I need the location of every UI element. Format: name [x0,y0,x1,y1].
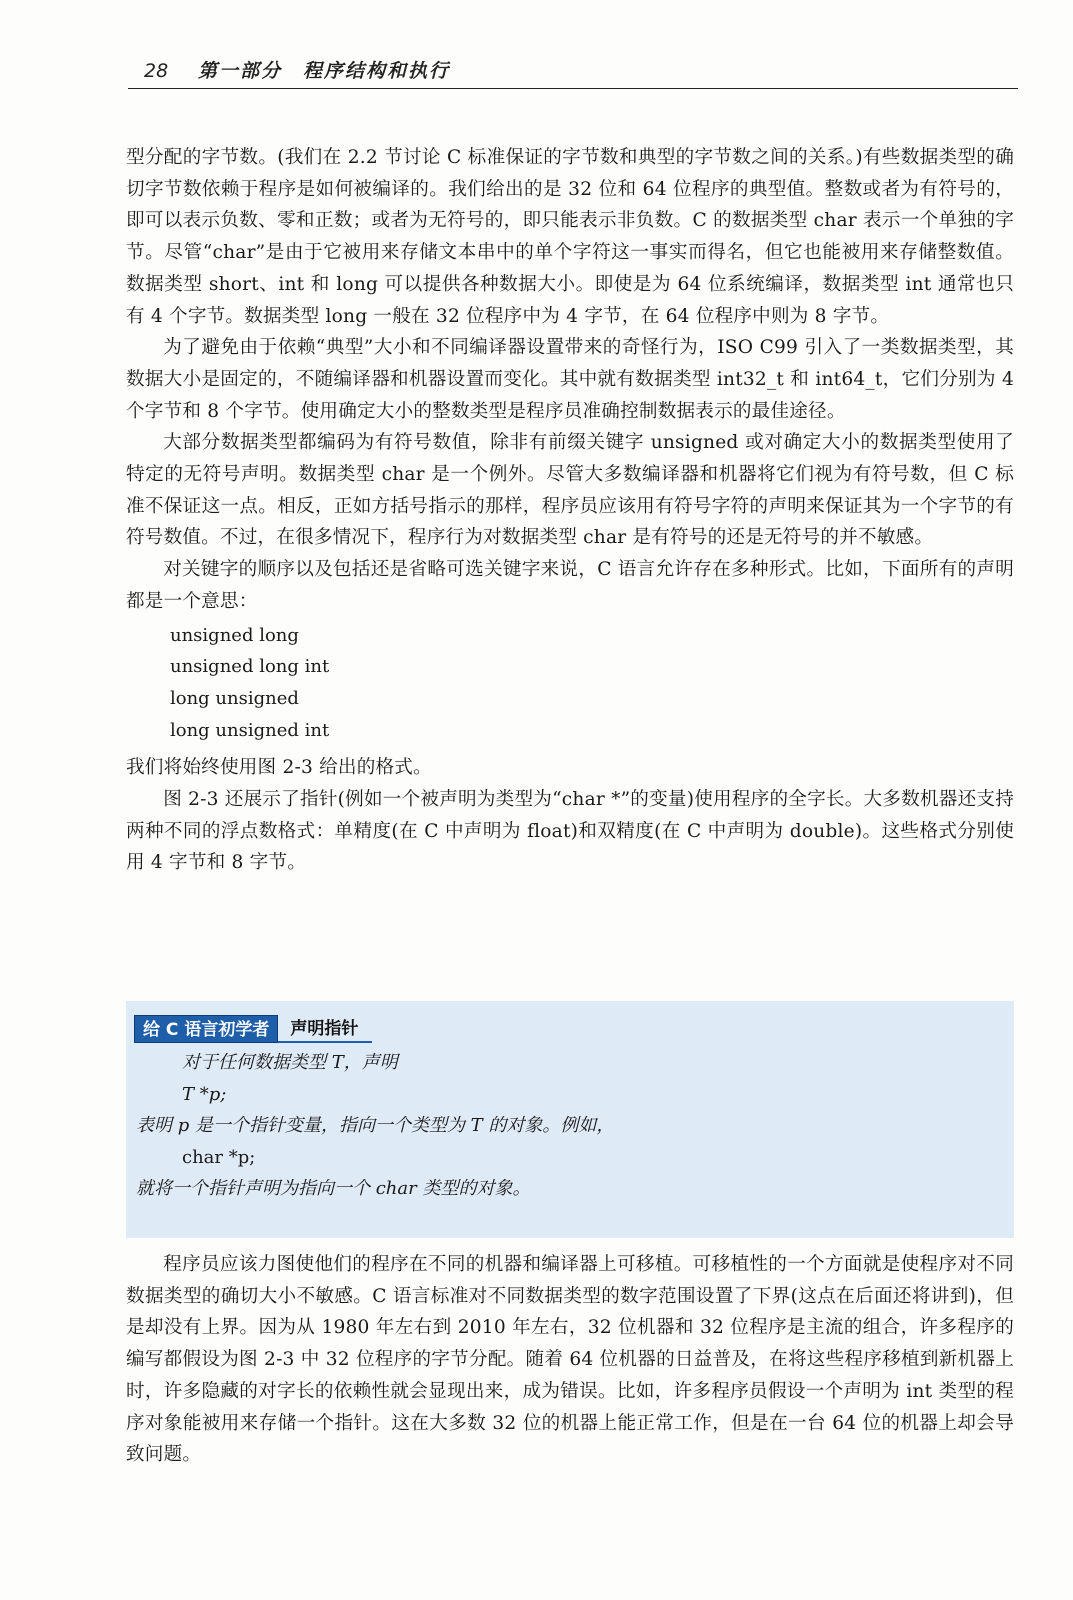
code-line: long unsigned [170,687,299,709]
running-header [128,56,1018,89]
page-number: 28 [144,60,169,82]
code-line: unsigned long [170,624,299,646]
sidebar-box-content [136,1047,996,1205]
sidebar-box [126,1001,1014,1238]
box-line: 表明 p 是一个指针变量，指向一个类型为 T 的对象。例如， [136,1115,615,1136]
paragraph: 大部分数据类型都编码为有符号数值，除非有前缀关键字 unsigned 或对确定大小的数据类型使用了特定的无符号声明。数据类型 char 是一个例外。尽管大多数编译器和机器将它们视为有符号数，但 C 标准不保证这一点。相反，正如方括号指示的那样，程序员应该用有符号字符的声明来保证其为一个字节的有符号数值。不过，在很多情况下，程序行为对数据类型 char 是有符号的还是无符号的并不敏感。 [126,432,1014,549]
code-line: long unsigned int [170,719,330,741]
box-line: 就将一个指针声明为指向一个 char 类型的对象。 [136,1178,531,1199]
paragraph: 型分配的字节数。(我们在 2.2 节讨论 C 标准保证的字节数和典型的字节数之间的关系。)有些数据类型的确切字节数依赖于程序是如何被编译的。我们给出的是 32 位和 64 位程序的典型值。整数或者为有符号的，即可以表示负数、零和正数；或者为无符号的，即只能表示非负数。C 的数据类型 char 表示一个单独的字节。尽管“char”是由于它被用来存储文本串中的单个字符这一事实而得名，但它也能被用来存储整数值。数据类型 short、int 和 long 可以提供各种数据大小。即使是为 64 位系统编译，数据类型 int 通常也只有 4 个字节。数据类型 long 一般在 32 位程序中为 4 字节，在 64 位程序中则为 8 字节。 [126,147,1014,327]
sidebar-box-tag: 给 C 语言初学者 [134,1015,278,1043]
main-text-top [126,142,1014,879]
box-line: 对于任何数据类型 T，声明 [182,1052,398,1073]
sidebar-box-title: 声明指针 [278,1015,372,1043]
paragraph: 程序员应该力图使他们的程序在不同的机器和编译器上可移植。可移植性的一个方面就是使程序对不同数据类型的确切大小不敏感。C 语言标准对不同数据类型的数字范围设置了下界(这点在后面还将讲到)，但是却没有上界。因为从 1980 年左右到 2010 年左右，32 位机器和 32 位程序是主流的组合，许多程序的编写都假设为图 2-3 中 32 位程序的字节分配。随着 64 位机器的日益普及，在将这些程序移植到新机器上时，许多隐藏的对字长的依赖性就会显现出来，成为错误。比如，许多程序员假设一个声明为 int 类型的程序对象能被用来存储一个指针。这在大多数 32 位的机器上能正常工作，但是在一台 64 位的机器上却会导致问题。 [126,1254,1014,1466]
declaration-examples [170,620,1014,747]
box-code-line: T *p; [182,1083,227,1105]
paragraph: 我们将始终使用图 2-3 给出的格式。 [126,757,432,779]
code-line: unsigned long int [170,656,330,678]
box-code-line: char *p; [182,1146,256,1168]
paragraph: 为了避免由于依赖“典型”大小和不同编译器设置带来的奇怪行为，ISO C99 引入了一类数据类型，其数据大小是固定的，不随编译器和机器设置而变化。其中就有数据类型 int32_t 和 int64_t，它们分别为 4 个字节和 8 个字节。使用确定大小的整数类型是程序员准确控制数据表示的最佳途径。 [126,337,1014,422]
paragraph: 图 2-3 还展示了指针(例如一个被声明为类型为“char *”的变量)使用程序的全字长。大多数机器还支持两种不同的浮点数格式：单精度(在 C 中声明为 float)和双精度(在 C 中声明为 double)。这些格式分别使用 4 字节和 8 字节。 [126,789,1014,874]
sidebar-box-header [134,1015,372,1043]
chapter-title: 第一部分 程序结构和执行 [198,60,451,82]
paragraph: 对关键字的顺序以及包括还是省略可选关键字来说，C 语言允许存在多种形式。比如，下面所有的声明都是一个意思： [126,559,1014,612]
main-text-bottom [126,1249,1014,1471]
